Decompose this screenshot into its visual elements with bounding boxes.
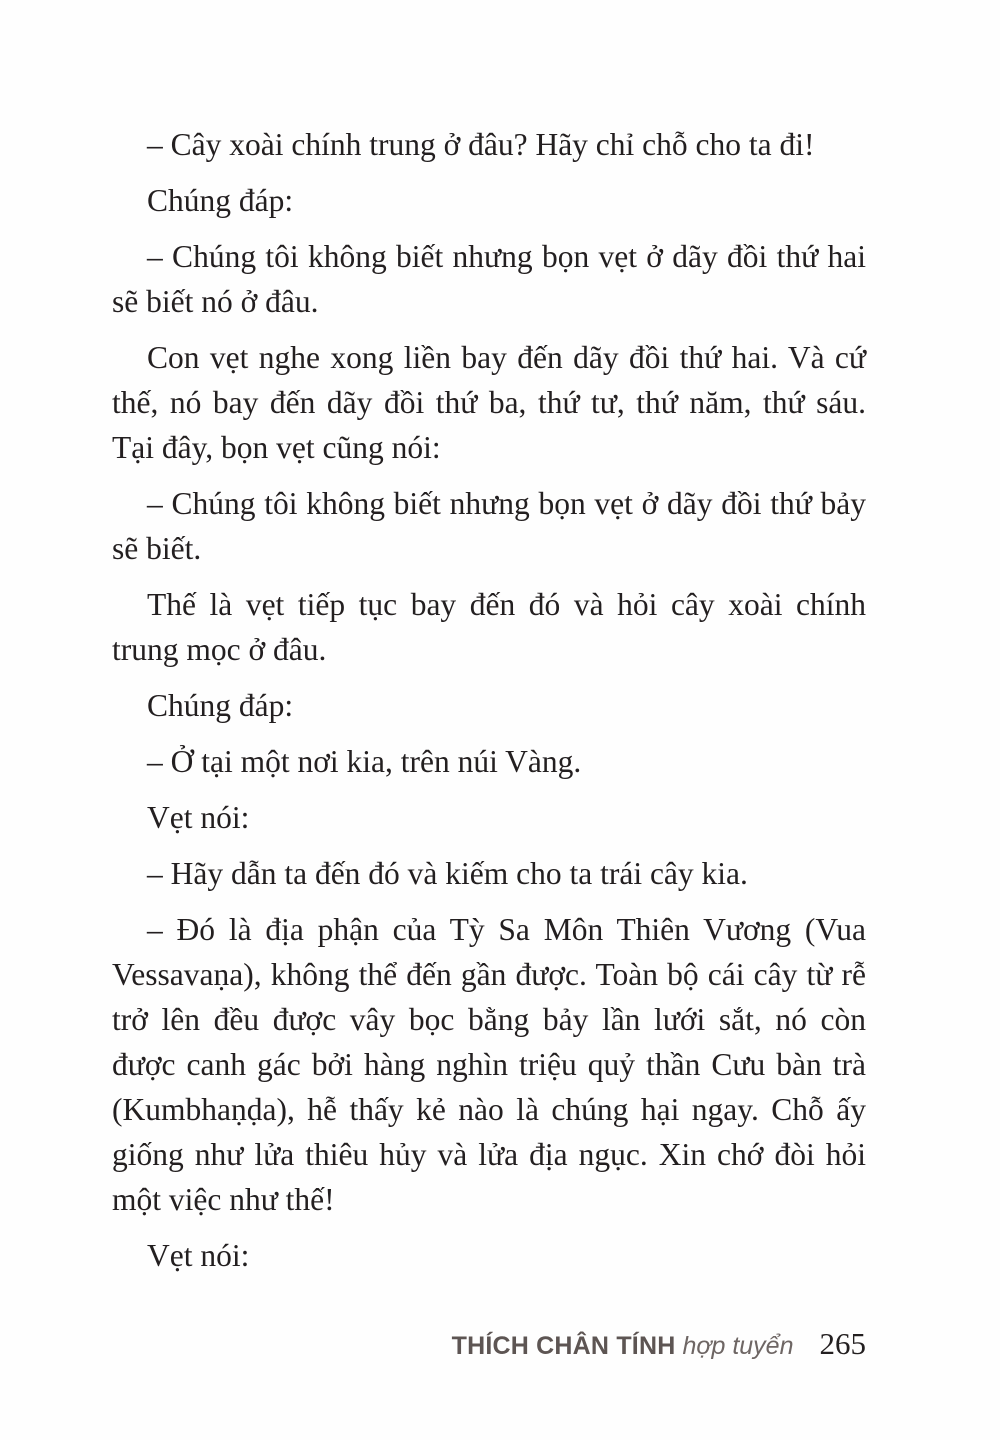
page-body (112, 122, 866, 1289)
paragraph: Con vẹt nghe xong liền bay đến dãy đồi thứ hai. Và cứ thế, nó bay đến dãy đồi thứ ba, thứ tư, thứ năm, thứ sáu. Tại đây, bọn vẹt cũng nói: (112, 340, 866, 465)
paragraph: – Hãy dẫn ta đến đó và kiếm cho ta trái cây kia. (147, 856, 748, 891)
footer-author: THÍCH CHÂN TÍNH (451, 1332, 676, 1360)
paragraph: Thế là vẹt tiếp tục bay đến đó và hỏi cây xoài chính trung mọc ở đâu. (112, 587, 866, 667)
paragraph: – Cây xoài chính trung ở đâu? Hãy chỉ chỗ cho ta đi! (147, 127, 815, 162)
paragraph: Chúng đáp: (147, 183, 294, 218)
paragraph: – Chúng tôi không biết nhưng bọn vẹt ở dãy đồi thứ bảy sẽ biết. (112, 486, 866, 566)
paragraph: – Đó là địa phận của Tỳ Sa Môn Thiên Vương (Vua Vessavaṇa), không thể đến gần được. Toàn bộ cái cây từ rễ trở lên đều được vây bọc bằng bảy lần lưới sắt, nó còn được canh gác bởi hàng nghìn triệu quỷ thần Cưu bàn trà (Kumbhaṇḍa), hễ thấy kẻ nào là chúng hại ngay. Chỗ ấy giống như lửa thiêu hủy và lửa địa ngục. Xin chớ đòi hỏi một việc như thế! (112, 912, 866, 1217)
paragraph: – Ở tại một nơi kia, trên núi Vàng. (147, 744, 582, 779)
paragraph: Vẹt nói: (147, 1238, 250, 1273)
page-footer (452, 1326, 866, 1362)
page-number: 265 (819, 1326, 866, 1361)
paragraph: Chúng đáp: (147, 688, 294, 723)
paragraph: – Chúng tôi không biết nhưng bọn vẹt ở dãy đồi thứ hai sẽ biết nó ở đâu. (112, 239, 866, 319)
footer-series-title: hợp tuyển (682, 1332, 794, 1360)
paragraph: Vẹt nói: (147, 800, 250, 835)
